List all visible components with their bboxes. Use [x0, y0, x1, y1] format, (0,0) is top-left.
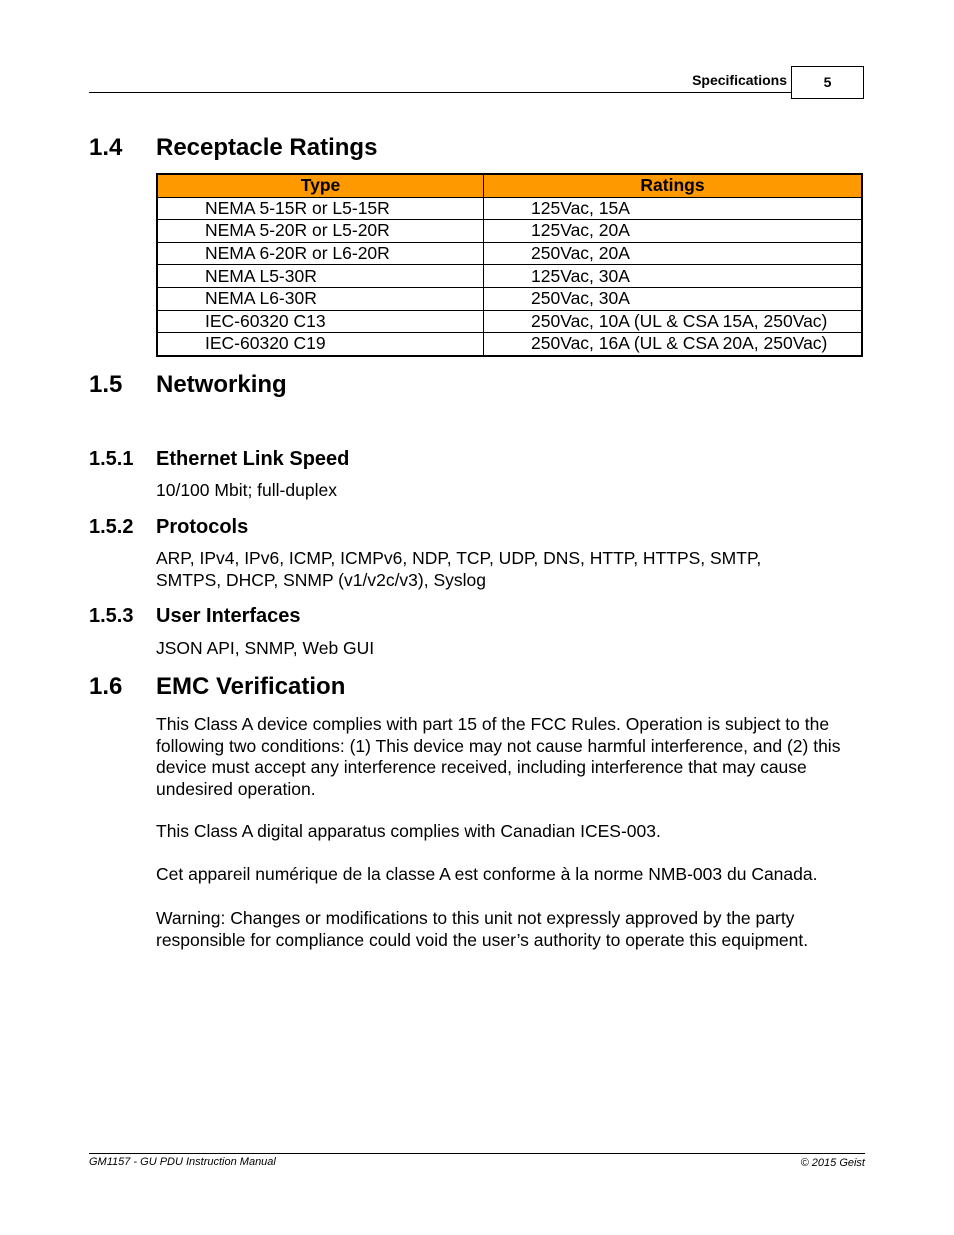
heading-protocols: [89, 514, 689, 540]
ethernet-link-speed-text: 10/100 Mbit; full-duplex: [156, 480, 337, 500]
footer-copyright: © 2015 Geist: [800, 1157, 865, 1169]
table-row: [157, 333, 862, 356]
heading-user-interfaces: [89, 603, 689, 629]
section-number: 1.5: [89, 371, 123, 398]
section-number: 1.6: [89, 673, 123, 700]
table-row: [157, 265, 862, 288]
table-row: [157, 220, 862, 243]
cell-rating: 250Vac, 10A (UL & CSA 15A, 250Vac): [484, 310, 863, 333]
cell-type: NEMA L6-30R: [157, 287, 484, 310]
section-title: Networking: [156, 371, 287, 398]
cell-rating: 250Vac, 30A: [484, 287, 863, 310]
emc-paragraph-3: Cet appareil numérique de la classe A est conforme à la norme NMB-003 du Canada.: [156, 864, 818, 884]
cell-type: NEMA L5-30R: [157, 265, 484, 288]
table-header-row: [157, 174, 862, 197]
emc-paragraph-4: Warning: Changes or modifications to this unit not expressly approved by the party responsible for compliance could void the user’s authority to operate this equipment.: [156, 908, 809, 950]
heading-ethernet-link-speed: [89, 446, 689, 472]
section-number: 1.5.2: [89, 516, 134, 538]
column-header-type: Type: [157, 174, 484, 197]
table-row: [157, 310, 862, 333]
heading-receptacle-ratings: [89, 133, 689, 163]
footer-manual-title: GM1157 - GU PDU Instruction Manual: [89, 1156, 276, 1168]
protocols-text: [156, 548, 861, 591]
cell-rating: 125Vac, 20A: [484, 220, 863, 243]
cell-type: NEMA 6-20R or L6-20R: [157, 242, 484, 265]
emc-paragraph-2: This Class A digital apparatus complies with Canadian ICES-003.: [156, 821, 661, 841]
table-row: [157, 287, 862, 310]
section-title: Receptacle Ratings: [156, 134, 378, 161]
cell-rating: 125Vac, 30A: [484, 265, 863, 288]
section-title: EMC Verification: [156, 673, 346, 700]
cell-type: NEMA 5-20R or L5-20R: [157, 220, 484, 243]
header-section-title: Specifications: [692, 72, 787, 88]
cell-rating: 125Vac, 15A: [484, 197, 863, 220]
user-interfaces-text: JSON API, SNMP, Web GUI: [156, 638, 375, 658]
cell-type: IEC-60320 C13: [157, 310, 484, 333]
cell-type: IEC-60320 C19: [157, 333, 484, 356]
emc-paragraph-1: This Class A device complies with part 15 of the FCC Rules. Operation is subject to the following two conditions: (1) This device may not cause harmful interference, and (2) this device must accept any interference received, including interference that may cause undesired operation.: [156, 714, 841, 799]
heading-emc-verification: [89, 672, 689, 702]
cell-type: NEMA 5-15R or L5-15R: [157, 197, 484, 220]
heading-networking: [89, 370, 689, 400]
page-number: 5: [791, 66, 864, 99]
protocols-line-2: SMTPS, DHCP, SNMP (v1/v2c/v3), Syslog: [156, 569, 486, 590]
section-title: Protocols: [156, 516, 249, 538]
cell-rating: 250Vac, 20A: [484, 242, 863, 265]
section-number: 1.5.3: [89, 605, 134, 627]
column-header-ratings: Ratings: [484, 174, 863, 197]
header-rule: [89, 92, 791, 93]
table-row: [157, 242, 862, 265]
section-title: User Interfaces: [156, 605, 301, 627]
section-number: 1.4: [89, 134, 123, 161]
receptacle-ratings-table: [156, 173, 863, 357]
table-row: [157, 197, 862, 220]
protocols-line-1: ARP, IPv4, IPv6, ICMP, ICMPv6, NDP, TCP, UDP, DNS, HTTP, HTTPS, SMTP,: [156, 548, 762, 568]
cell-rating: 250Vac, 16A (UL & CSA 20A, 250Vac): [484, 333, 863, 356]
footer-rule: [89, 1153, 865, 1154]
section-number: 1.5.1: [89, 448, 134, 470]
section-title: Ethernet Link Speed: [156, 448, 350, 470]
